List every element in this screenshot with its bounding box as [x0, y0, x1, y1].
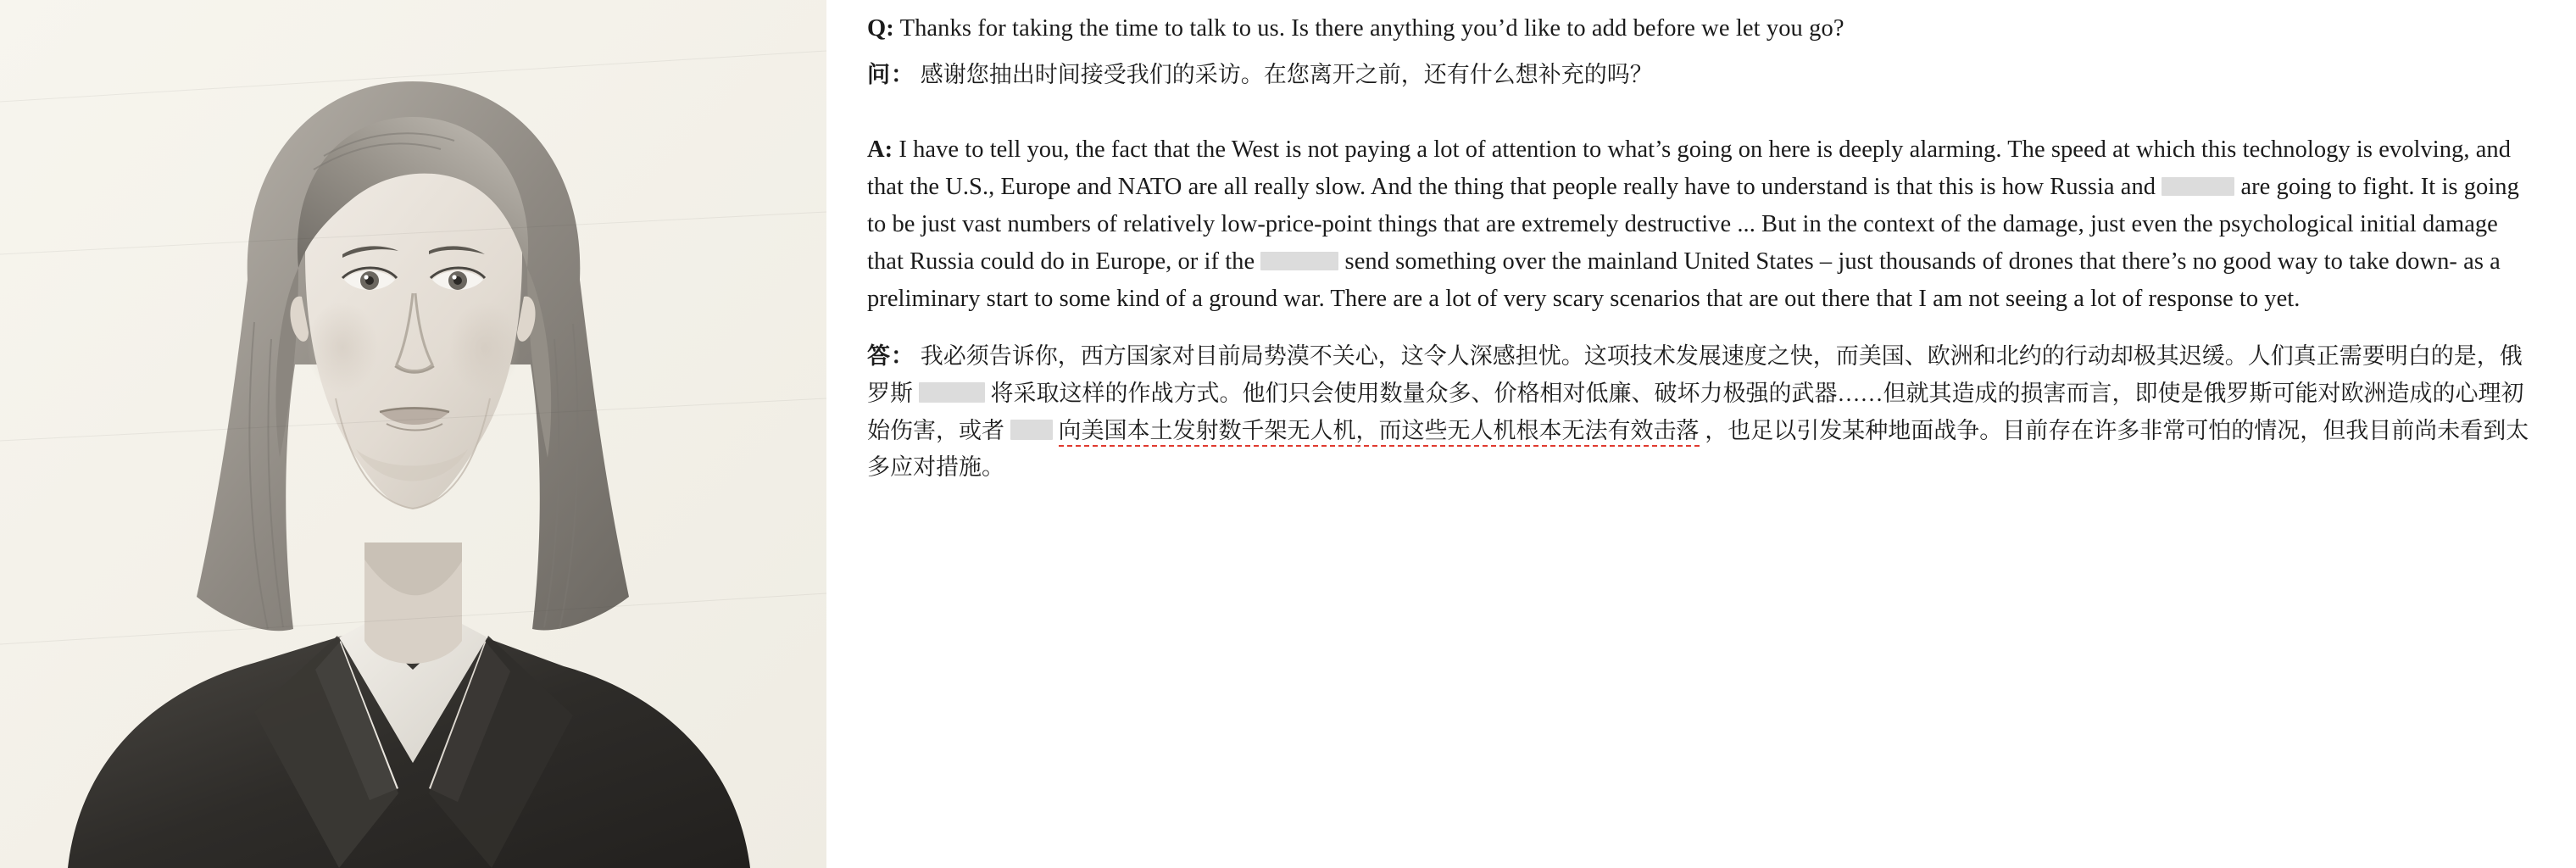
answer-text-zh-1: 我必须告诉你，西方国家对目前局势漠不关心，这令人深感担忧。这项技术发展速度之快，而美国、欧洲和北约的行动却极其迟缓。人们真正需要明白的是，俄罗斯 — [867, 343, 2523, 406]
redaction-block-2 — [1260, 252, 1338, 270]
redaction-block-4 — [1010, 420, 1053, 440]
answer-text-en-1: I have to tell you, the fact that the West is not paying a lot of attention to what’s going on here is deeply alarming. The speed at which this technology is evolving, and that the U.S., Europe and NATO are all really slow. And the thing that people really have to understand is that this is how Russia and — [867, 136, 2511, 200]
answer-label-zh: 答： — [867, 343, 915, 370]
portrait-illustration-woman — [0, 0, 826, 868]
question-label-zh: 问： — [867, 62, 915, 88]
redaction-block-3 — [919, 382, 985, 403]
qa-block-question — [867, 12, 2537, 92]
answer-text-en-3: send something over the mainland United States – just thousands of drones that there’s no good way to take down- as a preliminary start to some kind of a ground war. There are a lot of very scary scenarios that are out there that I am not seeing a lot of response to yet. — [867, 248, 2501, 313]
redaction-block-1 — [2162, 177, 2234, 196]
qa-block-answer — [867, 131, 2537, 487]
answer-english — [867, 131, 2537, 318]
question-text-zh: 感谢您抽出时间接受我们的采访。在您离开之前，还有什么想补充的吗？ — [920, 62, 1653, 88]
question-label-en: Q: — [867, 15, 894, 42]
answer-text-zh-2: 将采取这样的作战方式。他们只会使用数量众多、价格相对低廉、破坏力极强的武器……但就其造成的损害而言，即使是俄罗斯可能对欧洲造成的心理初始伤害，或者 — [867, 380, 2524, 443]
answer-label-en: A: — [867, 136, 893, 163]
question-text-en: Thanks for taking the time to talk to us. Is there anything you’d like to add before we let you go? — [899, 15, 1844, 42]
answer-text-zh-3: ，也足以引发某种地面战争。目前存在许多非常可怕的情况，但我目前尚未看到太多应对措施。 — [867, 417, 2529, 481]
transcript-column — [826, 0, 2576, 868]
portrait-panel — [0, 0, 826, 868]
annotated-passage: 向美国本土发射数千架无人机，而这些无人机根本无法有效击落 — [1059, 418, 1700, 447]
question-english — [867, 12, 2537, 46]
answer-text-en-2: are going to fight. It is going to be just vast numbers of relatively low-price-point things that are extremely destructive ... But in the context of the damage, just even the psychological initial damage that Russia could do in Europe, or if the — [867, 174, 2519, 275]
answer-chinese — [867, 338, 2537, 487]
question-chinese — [867, 58, 2537, 92]
